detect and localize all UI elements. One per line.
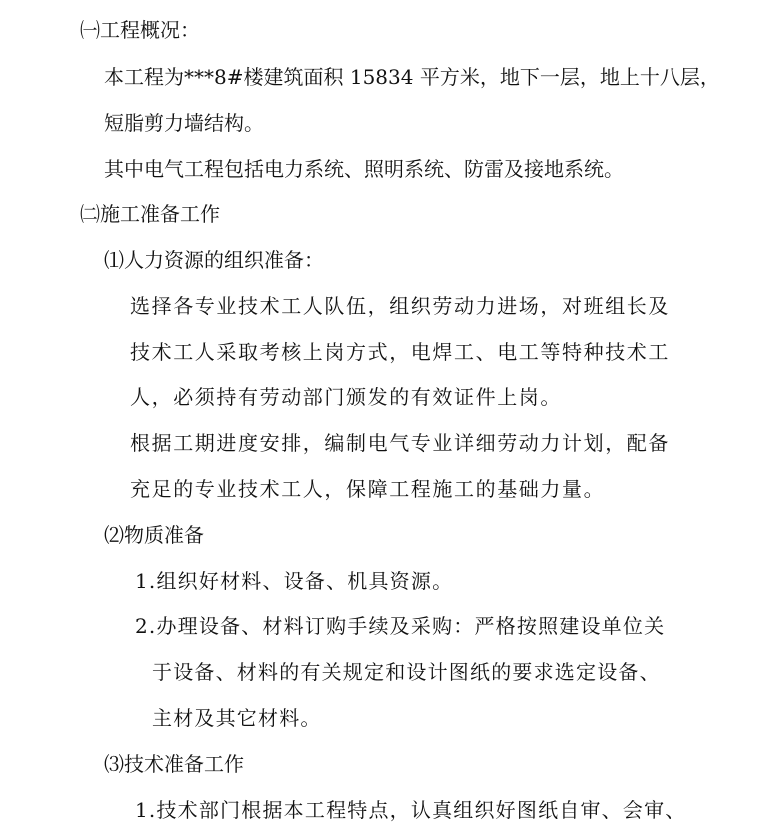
paragraph-line: 其中电气工程包括电力系统、照明系统、防雷及接地系统。	[104, 157, 624, 181]
section-heading-preparation: ㈡施工准备工作	[80, 202, 220, 226]
section-heading-overview: ㈠工程概况：	[80, 18, 200, 42]
list-item-continuation: 主材及其它材料。	[152, 706, 322, 730]
subsection-heading-technical: ⑶技术准备工作	[104, 752, 244, 776]
list-item: 1.技术部门根据本工程特点，认真组织好图纸自审、会审、	[135, 798, 687, 822]
subsection-heading-materials: ⑵物质准备	[104, 523, 204, 547]
paragraph-line: 技术工人采取考核上岗方式，电焊工、电工等特种技术工	[130, 340, 670, 364]
paragraph-line: 人，必须持有劳动部门颁发的有效证件上岗。	[130, 385, 562, 409]
list-item: 1.组织好材料、设备、机具资源。	[135, 569, 454, 593]
paragraph-line: 根据工期进度安排，编制电气专业详细劳动力计划，配备	[130, 431, 670, 455]
paragraph-line: 本工程为***8#楼建筑面积 15834 平方米，地下一层，地上十八层，	[104, 65, 720, 89]
paragraph-line: 选择各专业技术工人队伍，组织劳动力进场，对班组长及	[130, 294, 670, 318]
list-item-continuation: 于设备、材料的有关规定和设计图纸的要求选定设备、	[152, 660, 661, 684]
list-item: 2.办理设备、材料订购手续及采购：严格按照建设单位关	[135, 614, 666, 638]
subsection-heading-human-resources: ⑴人力资源的组织准备：	[104, 248, 324, 272]
paragraph-line: 短脂剪力墙结构。	[104, 111, 264, 135]
paragraph-line: 充足的专业技术工人，保障工程施工的基础力量。	[130, 477, 606, 501]
